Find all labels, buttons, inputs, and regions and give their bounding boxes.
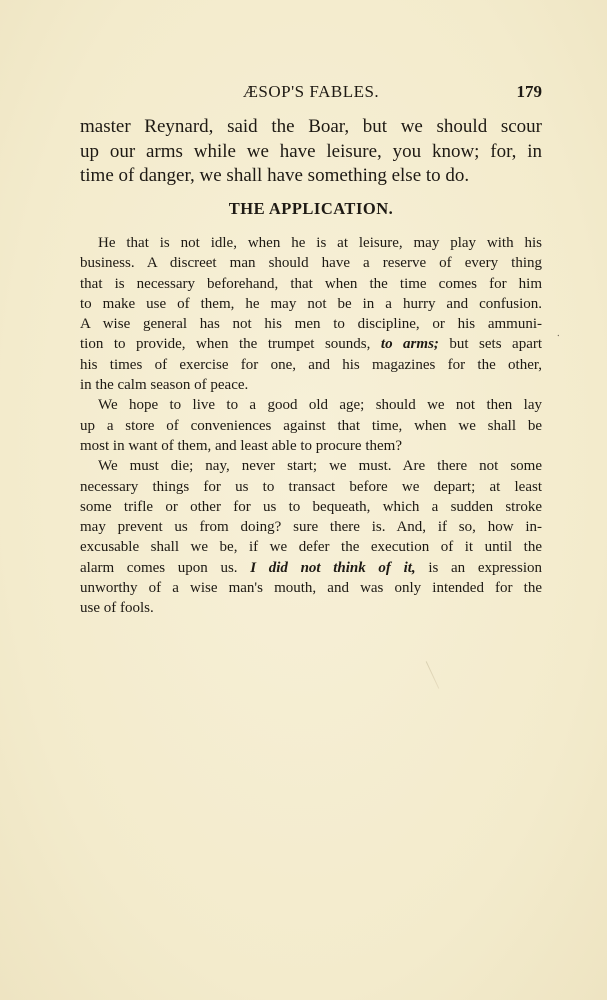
- text-line: some trifle or other for us to bequeath, which a sudden stroke: [80, 498, 542, 515]
- text-line: A wise general has not his men to discipline, or his ammuni-: [80, 316, 542, 333]
- margin-mark: ⸱: [557, 331, 560, 342]
- text-segment: alarm comes upon us.: [80, 559, 238, 576]
- text-line: [80, 558, 542, 578]
- italic-phrase: to arms;: [380, 336, 439, 353]
- text-segment: is an expression: [428, 559, 543, 576]
- text-line: unworthy of a wise man's mouth, and was only intended for the: [80, 580, 542, 597]
- fable-ending-paragraph: [80, 115, 542, 189]
- application-text: [80, 233, 542, 619]
- text-line: up our arms while we have leisure, you know; for, in: [80, 140, 542, 162]
- text-segment: tion to provide, when the trumpet sounds,: [80, 336, 371, 353]
- text-line: most in want of them, and least able to procure them?: [80, 437, 402, 454]
- section-heading: THE APPLICATION.: [228, 199, 394, 218]
- text-line: necessary things for us to transact before we depart; at least: [80, 478, 542, 495]
- text-line: time of danger, we shall have something else to do.: [80, 165, 470, 186]
- text-line: to make use of them, he may not be in a hurry and confusion.: [80, 295, 542, 312]
- text-line: use of fools.: [80, 600, 154, 617]
- text-line: excusable shall we be, if we defer the execution of it until the: [80, 539, 542, 556]
- running-title: ÆSOP'S FABLES.: [242, 82, 380, 101]
- paper-crease: [426, 661, 440, 689]
- text-line: [80, 334, 542, 354]
- text-line: that is necessary beforehand, that when the time comes for him: [80, 275, 542, 292]
- text-line: in the calm season of peace.: [80, 377, 249, 394]
- page-number: 179: [516, 82, 542, 101]
- text-segment: but sets apart: [449, 336, 543, 353]
- italic-phrase: I did not think of it,: [250, 559, 416, 576]
- text-line: his times of exercise for one, and his magazines for the other,: [80, 356, 542, 373]
- text-line: We hope to live to a good old age; should we not then lay: [98, 397, 542, 414]
- text-line: business. A discreet man should have a reserve of every thing: [80, 255, 542, 272]
- text-line: master Reynard, said the Boar, but we should scour: [80, 116, 542, 137]
- running-header: [80, 82, 542, 104]
- text-line: We must die; nay, never start; we must. Are there not some: [98, 458, 542, 475]
- text-line: may prevent us from doing? sure there is. And, if so, how in-: [80, 519, 542, 536]
- text-line: He that is not idle, when he is at leisure, may play with his: [98, 235, 542, 251]
- text-line: up a store of conveniences against that time, when we shall be: [80, 417, 542, 434]
